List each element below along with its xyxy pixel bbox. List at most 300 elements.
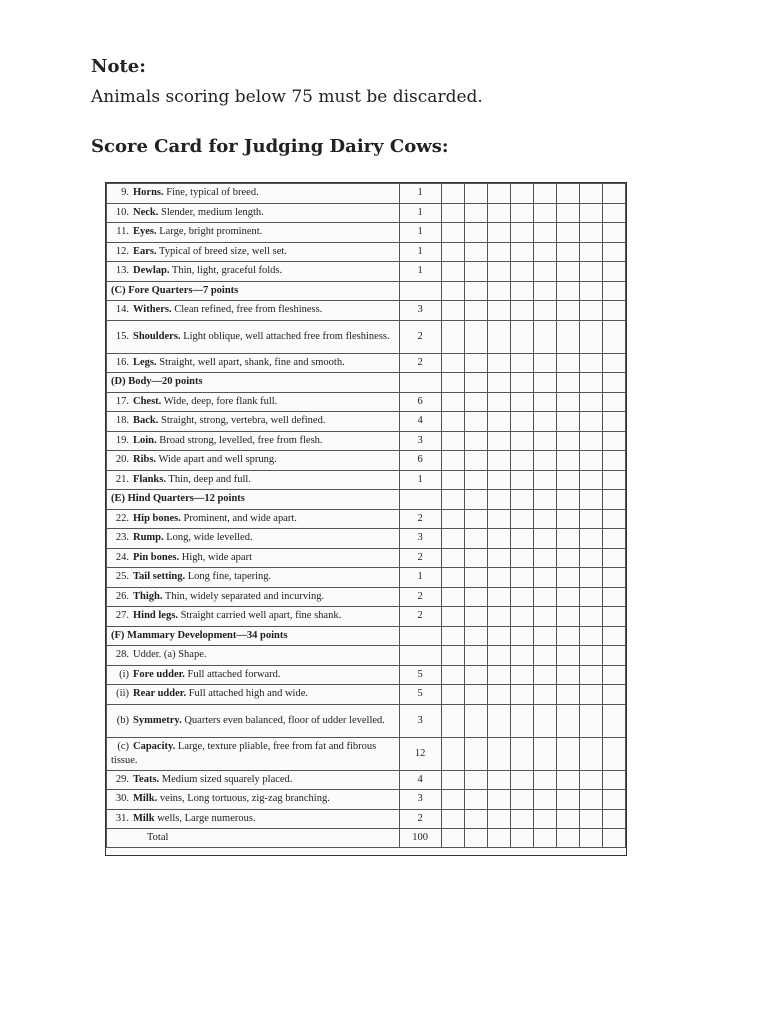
- score-entry-cell[interactable]: [441, 704, 464, 737]
- score-entry-cell[interactable]: [441, 665, 464, 685]
- score-entry-cell[interactable]: [464, 646, 487, 666]
- score-entry-cell[interactable]: [533, 431, 556, 451]
- score-entry-cell[interactable]: [579, 770, 602, 790]
- score-entry-cell[interactable]: [441, 568, 464, 588]
- score-entry-cell[interactable]: [441, 509, 464, 529]
- score-entry-cell[interactable]: [602, 451, 625, 471]
- score-entry-cell[interactable]: [579, 587, 602, 607]
- score-entry-cell[interactable]: [556, 607, 579, 627]
- score-entry-cell[interactable]: [487, 568, 510, 588]
- score-entry-cell[interactable]: [533, 242, 556, 262]
- score-entry-cell[interactable]: [487, 529, 510, 549]
- score-entry-cell[interactable]: [510, 451, 533, 471]
- score-entry-cell[interactable]: [556, 529, 579, 549]
- score-entry-cell[interactable]: [441, 809, 464, 829]
- points-cell: 6: [399, 451, 441, 471]
- score-entry-cell[interactable]: [533, 607, 556, 627]
- score-entry-cell[interactable]: [441, 203, 464, 223]
- score-entry-cell[interactable]: [579, 829, 602, 848]
- score-entry-cell[interactable]: [533, 770, 556, 790]
- score-entry-cell[interactable]: [556, 548, 579, 568]
- score-entry-cell[interactable]: [579, 490, 602, 510]
- score-entry-cell[interactable]: [487, 665, 510, 685]
- row-description: [107, 431, 400, 451]
- score-entry-cell[interactable]: [556, 184, 579, 204]
- score-entry-cell[interactable]: [464, 262, 487, 282]
- score-entry-cell[interactable]: [533, 320, 556, 353]
- score-entry-cell[interactable]: [487, 392, 510, 412]
- score-entry-cell[interactable]: [487, 412, 510, 432]
- score-entry-cell[interactable]: [579, 646, 602, 666]
- score-entry-cell[interactable]: [441, 223, 464, 243]
- score-entry-cell[interactable]: [464, 665, 487, 685]
- total-row: [107, 829, 626, 848]
- score-entry-cell[interactable]: [464, 353, 487, 373]
- score-entry-cell[interactable]: [487, 829, 510, 848]
- row-number: 21.: [115, 473, 129, 485]
- trait-description: Fine, typical of breed.: [163, 187, 259, 199]
- row-description: [107, 737, 400, 770]
- row-number: 22.: [115, 512, 129, 524]
- score-entry-cell[interactable]: [556, 704, 579, 737]
- trait-description: Straight carried well apart, fine shank.: [177, 610, 342, 622]
- score-entry-cell[interactable]: [510, 548, 533, 568]
- score-entry-cell[interactable]: [533, 451, 556, 471]
- score-entry-cell[interactable]: [556, 451, 579, 471]
- score-entry-cell[interactable]: [533, 685, 556, 705]
- score-entry-cell[interactable]: [510, 301, 533, 321]
- note-text: Animals scoring below 75 must be discarded.: [91, 87, 483, 107]
- table-row: [107, 529, 626, 549]
- score-entry-cell[interactable]: [510, 431, 533, 451]
- score-entry-cell[interactable]: [487, 320, 510, 353]
- score-entry-cell[interactable]: [510, 281, 533, 301]
- score-entry-cell[interactable]: [556, 242, 579, 262]
- score-entry-cell[interactable]: [602, 490, 625, 510]
- score-entry-cell[interactable]: [487, 203, 510, 223]
- score-entry-cell[interactable]: [579, 320, 602, 353]
- section-row: [107, 490, 626, 510]
- score-entry-cell[interactable]: [602, 809, 625, 829]
- score-entry-cell[interactable]: [441, 587, 464, 607]
- score-entry-cell[interactable]: [510, 373, 533, 393]
- score-entry-cell[interactable]: [510, 790, 533, 810]
- score-entry-cell[interactable]: [533, 281, 556, 301]
- score-entry-cell[interactable]: [510, 529, 533, 549]
- score-entry-cell[interactable]: [464, 626, 487, 646]
- score-entry-cell[interactable]: [464, 451, 487, 471]
- score-entry-cell[interactable]: [487, 685, 510, 705]
- score-entry-cell[interactable]: [441, 607, 464, 627]
- score-entry-cell[interactable]: [464, 320, 487, 353]
- score-entry-cell[interactable]: [579, 203, 602, 223]
- score-entry-cell[interactable]: [579, 451, 602, 471]
- score-entry-cell[interactable]: [579, 809, 602, 829]
- table-row: [107, 646, 626, 666]
- score-entry-cell[interactable]: [533, 373, 556, 393]
- score-entry-cell[interactable]: [533, 790, 556, 810]
- score-entry-cell[interactable]: [579, 392, 602, 412]
- score-entry-cell[interactable]: [579, 665, 602, 685]
- score-entry-cell[interactable]: [533, 737, 556, 770]
- score-entry-cell[interactable]: [556, 412, 579, 432]
- table-row: [107, 607, 626, 627]
- score-entry-cell[interactable]: [487, 548, 510, 568]
- row-description: [107, 829, 400, 848]
- score-entry-cell[interactable]: [464, 548, 487, 568]
- score-entry-cell[interactable]: [441, 490, 464, 510]
- score-entry-cell[interactable]: [533, 626, 556, 646]
- score-entry-cell[interactable]: [579, 281, 602, 301]
- score-entry-cell[interactable]: [487, 373, 510, 393]
- score-entry-cell[interactable]: [464, 373, 487, 393]
- score-entry-cell[interactable]: [602, 770, 625, 790]
- score-entry-cell[interactable]: [602, 353, 625, 373]
- row-number: 18.: [115, 415, 129, 427]
- table-row: [107, 509, 626, 529]
- score-entry-cell[interactable]: [510, 392, 533, 412]
- score-entry-cell[interactable]: [556, 470, 579, 490]
- score-entry-cell[interactable]: [602, 704, 625, 737]
- score-entry-cell[interactable]: [533, 262, 556, 282]
- score-entry-cell[interactable]: [464, 412, 487, 432]
- score-entry-cell[interactable]: [464, 301, 487, 321]
- score-entry-cell[interactable]: [579, 223, 602, 243]
- score-entry-cell[interactable]: [487, 301, 510, 321]
- score-entry-cell[interactable]: [602, 431, 625, 451]
- score-entry-cell[interactable]: [602, 646, 625, 666]
- score-entry-cell[interactable]: [556, 685, 579, 705]
- score-entry-cell[interactable]: [602, 223, 625, 243]
- score-card-image: [105, 182, 627, 856]
- score-entry-cell[interactable]: [441, 790, 464, 810]
- score-entry-cell[interactable]: [579, 301, 602, 321]
- score-entry-cell[interactable]: [579, 737, 602, 770]
- score-entry-cell[interactable]: [579, 184, 602, 204]
- score-entry-cell[interactable]: [441, 353, 464, 373]
- row-description: [107, 262, 400, 282]
- score-entry-cell[interactable]: [441, 626, 464, 646]
- score-entry-cell[interactable]: [602, 509, 625, 529]
- score-entry-cell[interactable]: [464, 770, 487, 790]
- score-entry-cell[interactable]: [510, 490, 533, 510]
- score-entry-cell[interactable]: [487, 470, 510, 490]
- score-entry-cell[interactable]: [441, 262, 464, 282]
- score-entry-cell[interactable]: [510, 353, 533, 373]
- score-entry-cell[interactable]: [464, 470, 487, 490]
- score-entry-cell[interactable]: [510, 685, 533, 705]
- score-entry-cell[interactable]: [579, 529, 602, 549]
- score-entry-cell[interactable]: [579, 262, 602, 282]
- score-entry-cell[interactable]: [510, 320, 533, 353]
- score-entry-cell[interactable]: [602, 587, 625, 607]
- score-entry-cell[interactable]: [441, 451, 464, 471]
- score-entry-cell[interactable]: [533, 809, 556, 829]
- score-entry-cell[interactable]: [602, 470, 625, 490]
- score-entry-cell[interactable]: [533, 203, 556, 223]
- score-entry-cell[interactable]: [464, 607, 487, 627]
- row-description: [107, 184, 400, 204]
- score-entry-cell[interactable]: [510, 626, 533, 646]
- score-entry-cell[interactable]: [487, 646, 510, 666]
- score-entry-cell[interactable]: [556, 223, 579, 243]
- score-entry-cell[interactable]: [533, 412, 556, 432]
- score-entry-cell[interactable]: [464, 685, 487, 705]
- score-entry-cell[interactable]: [487, 509, 510, 529]
- score-entry-cell[interactable]: [441, 470, 464, 490]
- score-entry-cell[interactable]: [533, 184, 556, 204]
- score-entry-cell[interactable]: [464, 490, 487, 510]
- score-entry-cell[interactable]: [533, 490, 556, 510]
- score-entry-cell[interactable]: [579, 242, 602, 262]
- score-entry-cell[interactable]: [556, 509, 579, 529]
- score-entry-cell[interactable]: [602, 626, 625, 646]
- score-entry-cell[interactable]: [602, 281, 625, 301]
- score-entry-cell[interactable]: [556, 431, 579, 451]
- score-entry-cell[interactable]: [464, 737, 487, 770]
- score-entry-cell[interactable]: [464, 509, 487, 529]
- table-row: [107, 770, 626, 790]
- score-entry-cell[interactable]: [487, 353, 510, 373]
- score-entry-cell[interactable]: [556, 262, 579, 282]
- score-entry-cell[interactable]: [579, 548, 602, 568]
- score-entry-cell[interactable]: [602, 392, 625, 412]
- score-entry-cell[interactable]: [602, 568, 625, 588]
- trait-description: Thin, light, graceful folds.: [169, 265, 283, 277]
- score-entry-cell[interactable]: [579, 373, 602, 393]
- score-entry-cell[interactable]: [556, 587, 579, 607]
- score-entry-cell[interactable]: [464, 790, 487, 810]
- row-number: 12.: [115, 245, 129, 257]
- score-entry-cell[interactable]: [441, 431, 464, 451]
- score-entry-cell[interactable]: [441, 301, 464, 321]
- score-entry-cell[interactable]: [510, 770, 533, 790]
- score-entry-cell[interactable]: [441, 373, 464, 393]
- score-entry-cell[interactable]: [510, 470, 533, 490]
- score-entry-cell[interactable]: [510, 829, 533, 848]
- score-entry-cell[interactable]: [579, 685, 602, 705]
- table-row: [107, 470, 626, 490]
- table-row: [107, 704, 626, 737]
- trait-description: Long, wide levelled.: [163, 532, 253, 544]
- score-entry-cell[interactable]: [464, 529, 487, 549]
- score-entry-cell[interactable]: [510, 242, 533, 262]
- score-entry-cell[interactable]: [510, 646, 533, 666]
- score-entry-cell[interactable]: [602, 184, 625, 204]
- score-entry-cell[interactable]: [533, 646, 556, 666]
- score-entry-cell[interactable]: [556, 665, 579, 685]
- score-entry-cell[interactable]: [602, 242, 625, 262]
- score-entry-cell[interactable]: [464, 431, 487, 451]
- score-entry-cell[interactable]: [556, 790, 579, 810]
- score-entry-cell[interactable]: [487, 223, 510, 243]
- score-entry-cell[interactable]: [441, 770, 464, 790]
- row-number: 20.: [115, 454, 129, 466]
- score-entry-cell[interactable]: [579, 568, 602, 588]
- points-cell: 2: [399, 548, 441, 568]
- score-entry-cell[interactable]: [510, 262, 533, 282]
- score-entry-cell[interactable]: [464, 184, 487, 204]
- score-entry-cell[interactable]: [487, 184, 510, 204]
- score-entry-cell[interactable]: [602, 665, 625, 685]
- trait-name: Back.: [133, 415, 159, 427]
- score-entry-cell[interactable]: [510, 412, 533, 432]
- score-entry-cell[interactable]: [602, 829, 625, 848]
- score-entry-cell[interactable]: [533, 568, 556, 588]
- score-entry-cell[interactable]: [556, 737, 579, 770]
- score-entry-cell[interactable]: [533, 301, 556, 321]
- score-entry-cell[interactable]: [464, 587, 487, 607]
- score-entry-cell[interactable]: [579, 607, 602, 627]
- score-entry-cell[interactable]: [441, 829, 464, 848]
- score-entry-cell[interactable]: [602, 373, 625, 393]
- score-entry-cell[interactable]: [533, 509, 556, 529]
- score-entry-cell[interactable]: [441, 242, 464, 262]
- score-entry-cell[interactable]: [602, 548, 625, 568]
- score-entry-cell[interactable]: [556, 809, 579, 829]
- score-entry-cell[interactable]: [556, 626, 579, 646]
- score-entry-cell[interactable]: [441, 646, 464, 666]
- score-entry-cell[interactable]: [602, 529, 625, 549]
- score-entry-cell[interactable]: [533, 665, 556, 685]
- score-entry-cell[interactable]: [533, 548, 556, 568]
- points-cell: [399, 373, 441, 393]
- score-entry-cell[interactable]: [510, 184, 533, 204]
- score-entry-cell[interactable]: [487, 790, 510, 810]
- score-entry-cell[interactable]: [487, 607, 510, 627]
- score-entry-cell[interactable]: [464, 223, 487, 243]
- score-entry-cell[interactable]: [579, 509, 602, 529]
- score-entry-cell[interactable]: [602, 790, 625, 810]
- trait-name: Teats.: [133, 773, 160, 785]
- score-entry-cell[interactable]: [533, 470, 556, 490]
- score-entry-cell[interactable]: [487, 242, 510, 262]
- trait-name: Pin bones.: [133, 551, 180, 563]
- score-entry-cell[interactable]: [464, 809, 487, 829]
- score-entry-cell[interactable]: [464, 392, 487, 412]
- score-entry-cell[interactable]: [533, 529, 556, 549]
- score-entry-cell[interactable]: [441, 281, 464, 301]
- points-cell: 3: [399, 704, 441, 737]
- score-entry-cell[interactable]: [487, 737, 510, 770]
- score-entry-cell[interactable]: [510, 203, 533, 223]
- score-entry-cell[interactable]: [464, 203, 487, 223]
- score-entry-cell[interactable]: [556, 392, 579, 412]
- score-entry-cell[interactable]: [510, 704, 533, 737]
- score-entry-cell[interactable]: [464, 829, 487, 848]
- score-entry-cell[interactable]: [533, 392, 556, 412]
- score-entry-cell[interactable]: [441, 412, 464, 432]
- row-number: 15.: [115, 330, 129, 342]
- score-entry-cell[interactable]: [487, 626, 510, 646]
- score-entry-cell[interactable]: [579, 790, 602, 810]
- score-entry-cell[interactable]: [602, 737, 625, 770]
- points-cell: 2: [399, 587, 441, 607]
- score-entry-cell[interactable]: [602, 607, 625, 627]
- score-entry-cell[interactable]: [602, 203, 625, 223]
- score-entry-cell[interactable]: [533, 353, 556, 373]
- table-row: [107, 809, 626, 829]
- score-entry-cell[interactable]: [556, 281, 579, 301]
- score-entry-cell[interactable]: [441, 184, 464, 204]
- score-entry-cell[interactable]: [556, 829, 579, 848]
- score-entry-cell[interactable]: [510, 607, 533, 627]
- score-entry-cell[interactable]: [533, 829, 556, 848]
- score-entry-cell[interactable]: [602, 301, 625, 321]
- trait-name: Rear udder.: [133, 688, 187, 700]
- score-entry-cell[interactable]: [533, 223, 556, 243]
- score-entry-cell[interactable]: [441, 320, 464, 353]
- table-row: [107, 184, 626, 204]
- trait-description: High, wide apart: [179, 551, 253, 563]
- score-entry-cell[interactable]: [579, 626, 602, 646]
- score-entry-cell[interactable]: [579, 412, 602, 432]
- score-entry-cell[interactable]: [487, 451, 510, 471]
- score-entry-cell[interactable]: [602, 262, 625, 282]
- score-entry-cell[interactable]: [556, 770, 579, 790]
- score-entry-cell[interactable]: [464, 568, 487, 588]
- score-entry-cell[interactable]: [510, 587, 533, 607]
- score-entry-cell[interactable]: [441, 392, 464, 412]
- score-entry-cell[interactable]: [602, 685, 625, 705]
- score-entry-cell[interactable]: [533, 704, 556, 737]
- row-description: [107, 809, 400, 829]
- score-entry-cell[interactable]: [556, 353, 579, 373]
- score-entry-cell[interactable]: [441, 529, 464, 549]
- table-row: [107, 431, 626, 451]
- score-entry-cell[interactable]: [579, 353, 602, 373]
- score-entry-cell[interactable]: [487, 587, 510, 607]
- score-entry-cell[interactable]: [556, 320, 579, 353]
- score-entry-cell[interactable]: [487, 490, 510, 510]
- score-entry-cell[interactable]: [510, 809, 533, 829]
- score-entry-cell[interactable]: [487, 281, 510, 301]
- score-entry-cell[interactable]: [556, 490, 579, 510]
- score-entry-cell[interactable]: [487, 431, 510, 451]
- score-entry-cell[interactable]: [510, 568, 533, 588]
- points-cell: 4: [399, 770, 441, 790]
- score-entry-cell[interactable]: [579, 704, 602, 737]
- score-entry-cell[interactable]: [510, 737, 533, 770]
- score-entry-cell[interactable]: [487, 770, 510, 790]
- score-entry-cell[interactable]: [487, 704, 510, 737]
- points-cell: 1: [399, 262, 441, 282]
- score-entry-cell[interactable]: [464, 281, 487, 301]
- score-entry-cell[interactable]: [556, 646, 579, 666]
- score-entry-cell[interactable]: [556, 301, 579, 321]
- score-entry-cell[interactable]: [510, 509, 533, 529]
- points-cell: 5: [399, 685, 441, 705]
- score-entry-cell[interactable]: [487, 809, 510, 829]
- score-entry-cell[interactable]: [602, 412, 625, 432]
- score-entry-cell[interactable]: [579, 470, 602, 490]
- score-entry-cell[interactable]: [556, 203, 579, 223]
- score-entry-cell[interactable]: [441, 685, 464, 705]
- score-entry-cell[interactable]: [441, 737, 464, 770]
- score-entry-cell[interactable]: [556, 568, 579, 588]
- section-label: (E) Hind Quarters—12 points: [111, 493, 245, 505]
- score-entry-cell[interactable]: [510, 223, 533, 243]
- score-entry-cell[interactable]: [487, 262, 510, 282]
- score-entry-cell[interactable]: [579, 431, 602, 451]
- score-entry-cell[interactable]: [533, 587, 556, 607]
- score-entry-cell[interactable]: [464, 704, 487, 737]
- score-entry-cell[interactable]: [464, 242, 487, 262]
- score-entry-cell[interactable]: [602, 320, 625, 353]
- score-entry-cell[interactable]: [441, 548, 464, 568]
- score-entry-cell[interactable]: [556, 373, 579, 393]
- score-entry-cell[interactable]: [510, 665, 533, 685]
